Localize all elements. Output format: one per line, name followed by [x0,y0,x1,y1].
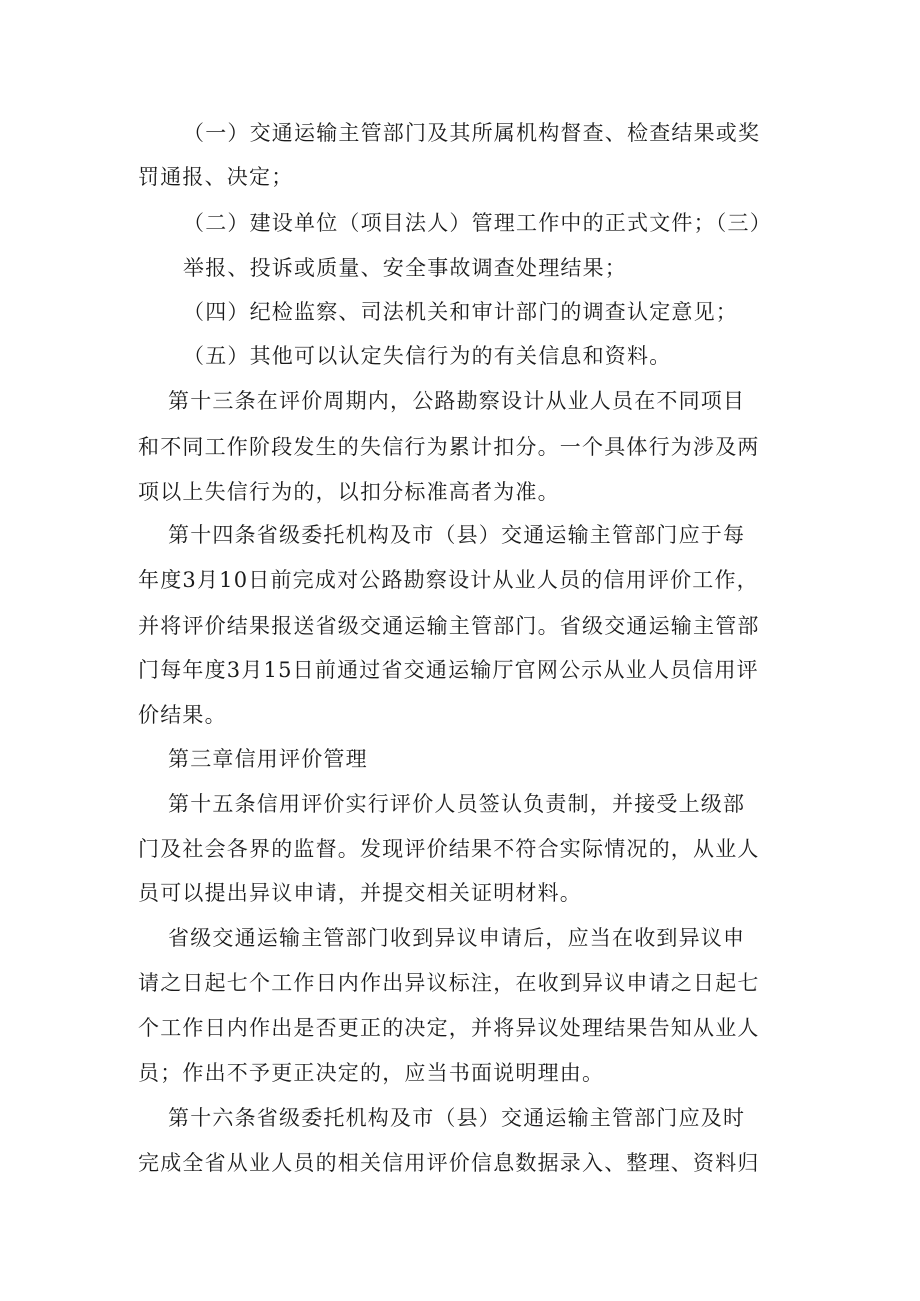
text-line: 门每年度3月15日前通过省交通运输厅官网公示从业人员信用评 [138,658,759,682]
text-line: 举报、投诉或质量、安全事故调查处理结果； [183,256,627,280]
text-line: （一）交通运输主管部门及其所属机构督查、检查结果或奖 [183,121,761,145]
text-line: 第十四条省级委托机构及市（县）交通运输主管部门应于每 [168,523,746,547]
text-line: （二）建设单位（项目法人）管理工作中的正式文件；（三） [183,211,772,235]
text-line: 年度3月10日前完成对公路勘察设计从业人员的信用评价工作， [138,568,759,592]
text-line: 和不同工作阶段发生的失信行为累计扣分。一个具体行为涉及两 [138,435,760,459]
text-line: 完成全省从业人员的相关信用评价信息数据录入、整理、资料归 [138,1151,760,1175]
text-line: 请之日起七个工作日内作出异议标注，在收到异议申请之日起七 [138,971,760,995]
text-line: 员；作出不予更正决定的，应当书面说明理由。 [138,1061,605,1085]
text-line: 省级交通运输主管部门收到异议申请后，应当在收到异议申 [168,926,746,950]
text-line: 第十五条信用评价实行评价人员签认负责制，并接受上级部 [168,792,746,816]
section-heading: 第三章信用评价管理 [168,747,368,771]
text-line: 价结果。 [138,703,227,727]
text-line: 第十三条在评价周期内，公路勘察设计从业人员在不同项目 [168,389,746,413]
text-line: 并将评价结果报送省级交通运输主管部门。省级交通运输主管部 [138,614,760,638]
text-line: 门及社会各界的监督。发现评价结果不符合实际情况的，从业人 [138,837,760,861]
text-line: 项以上失信行为的，以扣分标准高者为准。 [138,480,560,504]
text-line: （四）纪检监察、司法机关和审计部门的调查认定意见； [183,300,738,324]
text-line: （五）其他可以认定失信行为的有关信息和资料。 [183,344,672,368]
text-line: 第十六条省级委托机构及市（县）交通运输主管部门应及时 [168,1106,746,1130]
text-line: 个工作日内作出是否更正的决定，并将异议处理结果告知从业人 [138,1016,760,1040]
text-line: 罚通报、决定； [138,165,294,189]
text-line: 员可以提出异议申请，并提交相关证明材料。 [138,881,582,905]
